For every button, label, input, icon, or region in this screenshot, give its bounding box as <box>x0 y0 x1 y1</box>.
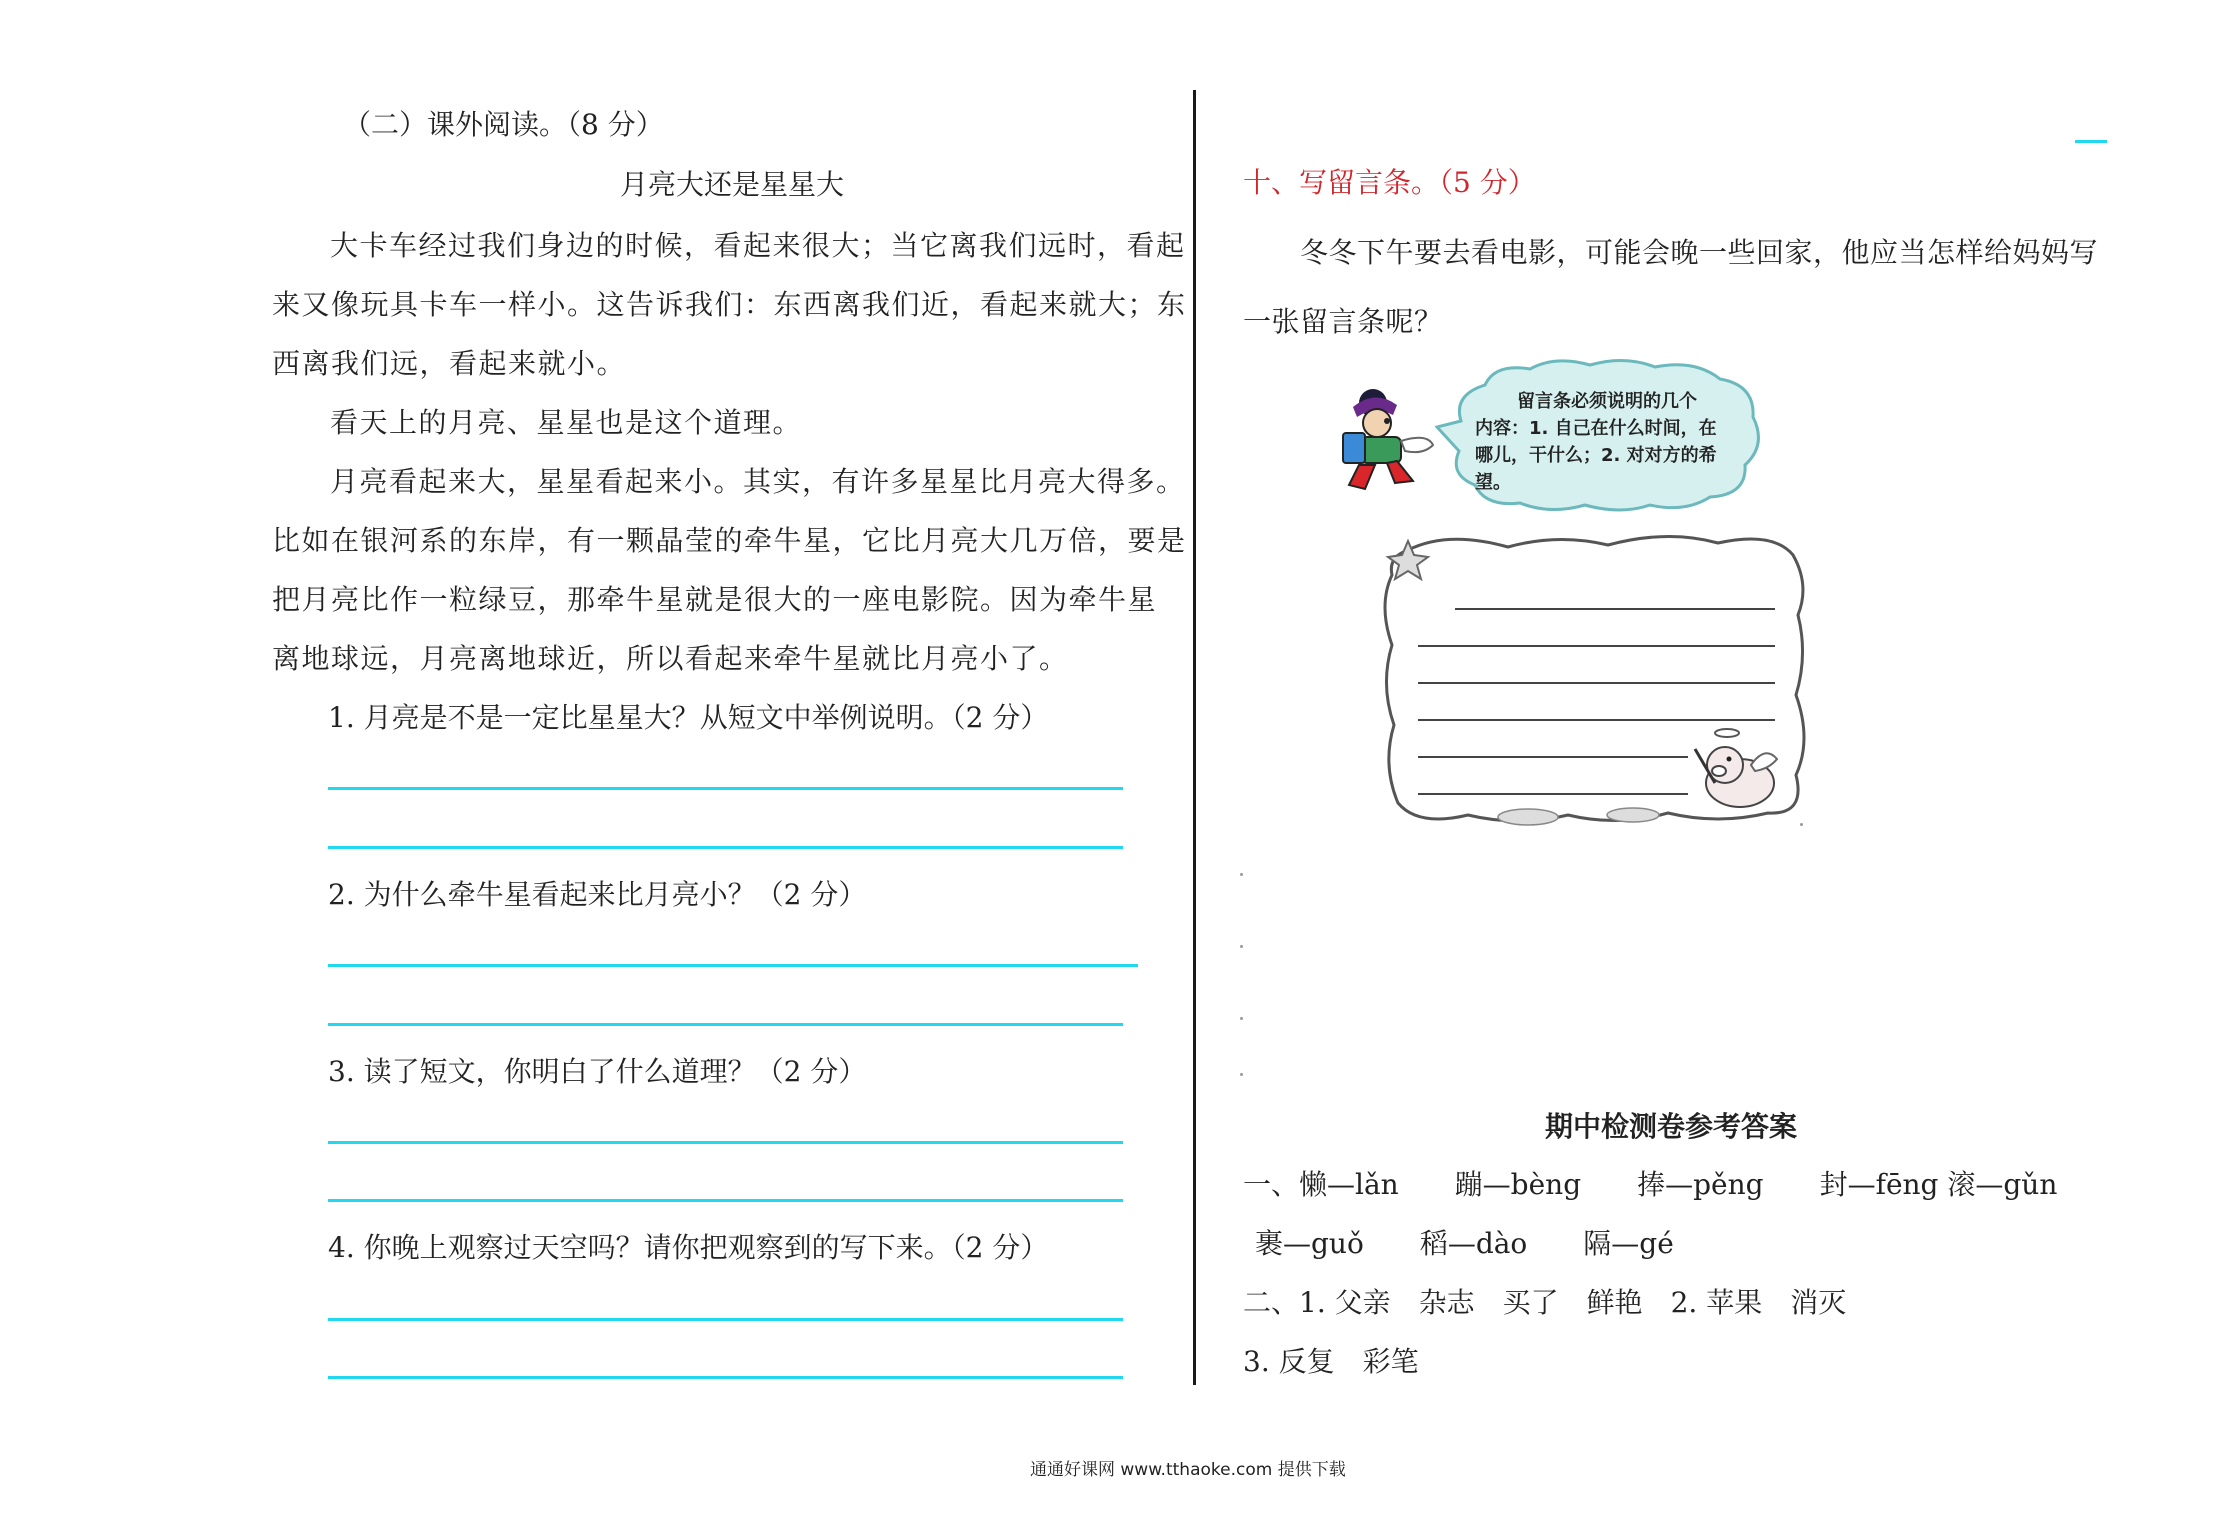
note-line[interactable] <box>1418 719 1775 721</box>
dot-mark <box>1800 823 1803 826</box>
passage-title: 月亮大还是星星大 <box>620 168 845 201</box>
cartoon-mouse-icon <box>1335 385 1440 500</box>
note-line[interactable] <box>1455 608 1775 610</box>
answer-line[interactable] <box>328 846 1123 849</box>
answer-line[interactable] <box>328 964 1138 967</box>
answer-line-text: 裹—guǒ 稻—dào 隔—gé <box>1255 1227 1674 1260</box>
paragraph-line: 西离我们远，看起来就小。 <box>272 347 627 380</box>
paragraph-line: 把月亮比作一粒绿豆，那牵牛星就是很大的一座电影院。因为牵牛星 <box>272 583 1158 616</box>
dot-mark <box>1240 1073 1243 1076</box>
answer-line[interactable] <box>328 1199 1123 1202</box>
paragraph-line: 看天上的月亮、星星也是这个道理。 <box>330 406 803 439</box>
bubble-text: 留言条必须说明的几个 内容：1. 自己在什么时间，在 哪儿，干什么；2. 对对方的希 望。 <box>1475 391 1717 493</box>
answer-line[interactable] <box>328 1023 1123 1026</box>
answer-key-title: 期中检测卷参考答案 <box>1545 1110 1798 1143</box>
prompt-line: 一张留言条呢？ <box>1243 305 1443 338</box>
footer-text: 通通好课网 www.tthaoke.com 提供下载 <box>1030 1460 1346 1480</box>
dot-mark <box>1240 945 1243 948</box>
answer-line-text: 一、懒—lǎn 蹦—bèng 捧—pěng 封—fēng 滚—gǔn <box>1243 1168 2058 1201</box>
answer-line[interactable] <box>328 1318 1123 1321</box>
question-3: 3. 读了短文，你明白了什么道理？（2 分） <box>328 1055 867 1088</box>
answer-line[interactable] <box>328 787 1123 790</box>
section-title-reading: （二）课外阅读。（8 分） <box>343 108 664 141</box>
paragraph-line: 月亮看起来大，星星看起来小。其实，有许多星星比月亮大得多。 <box>330 465 1186 498</box>
paragraph-line: 大卡车经过我们身边的时候，看起来很大；当它离我们远时，看起 <box>330 229 1186 262</box>
note-line[interactable] <box>1418 645 1775 647</box>
note-line[interactable] <box>1418 793 1688 795</box>
section-title-note: 十、写留言条。（5 分） <box>1243 166 1536 199</box>
question-2: 2. 为什么牵牛星看起来比月亮小？（2 分） <box>328 878 867 911</box>
note-line[interactable] <box>1418 682 1775 684</box>
answer-line[interactable] <box>328 1141 1123 1144</box>
question-4: 4. 你晚上观察过天空吗？请你把观察到的写下来。（2 分） <box>328 1231 1049 1264</box>
dot-mark <box>1240 1017 1243 1020</box>
question-1: 1. 月亮是不是一定比星星大？从短文中举例说明。（2 分） <box>328 701 1049 734</box>
note-line[interactable] <box>1418 756 1688 758</box>
dot-mark <box>1240 873 1243 876</box>
answer-line[interactable] <box>328 1376 1123 1379</box>
paragraph-line: 来又像玩具卡车一样小。这告诉我们：东西离我们近，看起来就大；东 <box>272 288 1187 321</box>
cartoon-pig-icon <box>1685 725 1785 820</box>
answer-line-text: 二、1. 父亲 杂志 买了 鲜艳 2. 苹果 消灭 <box>1243 1286 1847 1319</box>
paragraph-line: 离地球远，月亮离地球近，所以看起来牵牛星就比月亮小了。 <box>272 642 1069 675</box>
column-divider <box>1193 90 1196 1385</box>
answer-line-text: 3. 反复 彩笔 <box>1243 1345 1419 1378</box>
prompt-line: 冬冬下午要去看电影，可能会晚一些回家，他应当怎样给妈妈写 <box>1300 236 2099 269</box>
paragraph-line: 比如在银河系的东岸，有一颗晶莹的牵牛星，它比月亮大几万倍，要是 <box>272 524 1187 557</box>
corner-mark <box>2075 140 2107 143</box>
